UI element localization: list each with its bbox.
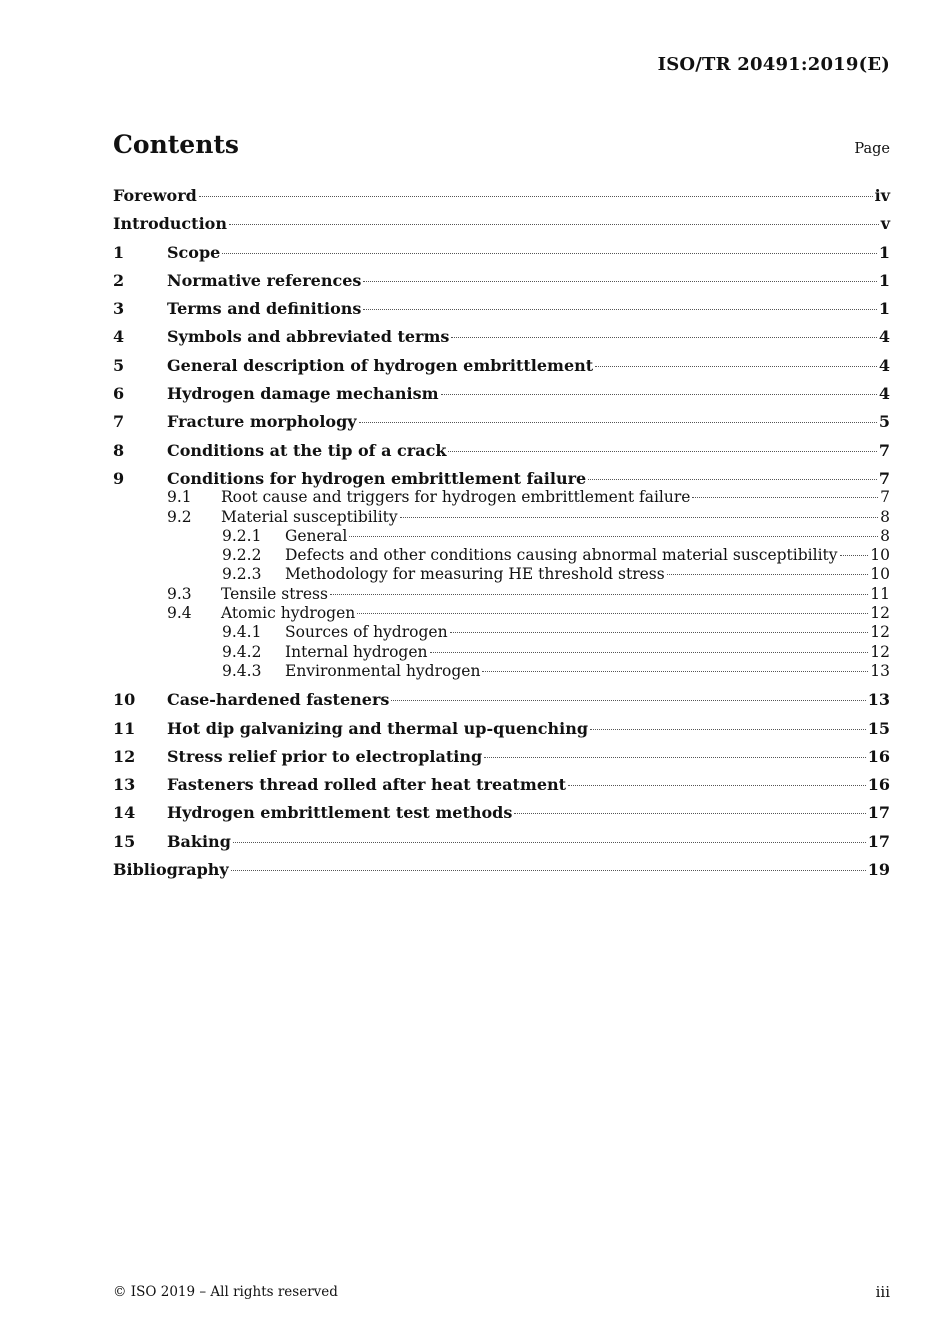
toc-entry[interactable] <box>113 469 890 488</box>
toc-entry-title: Conditions for hydrogen embrittlement failure <box>167 468 587 488</box>
toc-dot-leader <box>450 632 869 633</box>
toc-entry-number: 9.4.1 <box>222 623 262 642</box>
toc-entry[interactable] <box>113 271 890 290</box>
toc-entry[interactable] <box>113 775 890 794</box>
toc-entry-page: 19 <box>867 860 890 880</box>
toc-dot-leader <box>233 842 866 843</box>
page-column-label: Page <box>854 141 890 157</box>
toc-entry[interactable] <box>113 623 890 642</box>
toc-entry[interactable] <box>113 356 890 375</box>
toc-entry[interactable] <box>113 803 890 822</box>
toc-entry-number: 10 <box>113 690 136 710</box>
toc-dot-leader <box>667 574 869 575</box>
toc-dot-leader <box>482 671 868 672</box>
toc-entry-page: 1 <box>878 270 890 290</box>
page-number: iii <box>875 1283 890 1301</box>
toc-dot-leader <box>448 451 876 452</box>
toc-entry-title: Scope <box>167 242 221 262</box>
toc-entry[interactable] <box>113 243 890 262</box>
toc-entry-page: 12 <box>870 604 890 623</box>
toc-entry-title: Root cause and triggers for hydrogen embrittlement failure <box>221 488 691 507</box>
toc-dot-leader <box>359 422 877 423</box>
toc-entry-title: Material susceptibility <box>221 507 398 526</box>
toc-dot-leader <box>222 253 877 254</box>
toc-dot-leader <box>484 757 866 758</box>
toc-entry-number: 1 <box>113 242 125 262</box>
toc-dot-leader <box>357 613 868 614</box>
toc-entry-title: Methodology for measuring HE threshold stress <box>285 565 665 584</box>
toc-entry-page: 1 <box>878 299 890 319</box>
toc-entry-number: 5 <box>113 355 125 375</box>
toc-dot-leader <box>514 813 865 814</box>
toc-dot-leader <box>595 366 877 367</box>
toc-dot-leader <box>568 785 866 786</box>
toc-entry-title: Foreword <box>113 186 197 205</box>
toc-dot-leader <box>231 870 866 871</box>
toc-dot-leader <box>840 555 869 556</box>
toc-entry-number: 9.1 <box>167 488 192 507</box>
toc-entry-page: 12 <box>870 642 890 661</box>
toc-entry-number: 9.4 <box>167 604 192 623</box>
toc-entry-page: 7 <box>878 440 890 460</box>
toc-entry-page: 4 <box>878 384 890 404</box>
toc-entry[interactable] <box>113 747 890 766</box>
toc-entry-title: Internal hydrogen <box>285 642 428 661</box>
toc-entry[interactable] <box>113 585 890 604</box>
toc-entry-title: Sources of hydrogen <box>285 623 448 642</box>
copyright-notice: © ISO 2019 – All rights reserved <box>113 1284 338 1300</box>
toc-entry-number: 4 <box>113 327 125 347</box>
toc-entry-page: 8 <box>880 507 890 526</box>
toc-entry[interactable] <box>113 690 890 709</box>
toc-entry[interactable] <box>113 546 890 565</box>
toc-entry[interactable] <box>113 214 890 233</box>
toc-entry-page: 4 <box>878 327 890 347</box>
toc-entry[interactable] <box>113 186 890 205</box>
toc-entry-number: 2 <box>113 270 125 290</box>
toc-entry-title: Fasteners thread rolled after heat treatment <box>167 775 567 795</box>
toc-entry-title: Terms and definitions <box>167 299 362 319</box>
toc-entry-page: 10 <box>870 565 890 584</box>
toc-dot-leader <box>199 196 873 197</box>
toc-entry-page: 15 <box>867 718 890 738</box>
toc-entry[interactable] <box>113 565 890 584</box>
toc-dot-leader <box>229 224 879 225</box>
toc-entry-page: iv <box>874 186 890 205</box>
toc-dot-leader <box>330 594 868 595</box>
toc-entry-number: 9.2 <box>167 507 192 526</box>
toc-entry-page: 12 <box>870 623 890 642</box>
toc-entry[interactable] <box>113 527 890 546</box>
toc-entry-page: 17 <box>867 831 890 851</box>
toc-entry-number: 11 <box>113 718 136 738</box>
toc-entry-number: 9.4.3 <box>222 661 262 680</box>
toc-entry-title: Introduction <box>113 214 227 234</box>
toc-entry-number: 3 <box>113 299 125 319</box>
toc-entry-number: 9.4.2 <box>222 642 262 661</box>
toc-entry-number: 12 <box>113 746 136 766</box>
toc-entry[interactable] <box>113 488 890 507</box>
toc-entry[interactable] <box>113 662 890 681</box>
toc-entry-page: 16 <box>867 775 890 795</box>
toc-dot-leader <box>391 700 865 701</box>
toc-entry-title: Tensile stress <box>221 584 328 603</box>
toc-entry-number: 9.3 <box>167 584 192 603</box>
toc-entry-title: Baking <box>167 831 231 851</box>
toc-entry-page: v <box>880 214 890 234</box>
toc-entry[interactable] <box>113 719 890 738</box>
toc-entry-title: Hydrogen damage mechanism <box>167 384 439 404</box>
toc-entry-page: 10 <box>870 546 890 565</box>
toc-entry-number: 6 <box>113 384 125 404</box>
toc-entry-number: 9.2.3 <box>222 565 262 584</box>
toc-entry-page: 7 <box>878 468 890 488</box>
toc-entry-number: 14 <box>113 803 136 823</box>
toc-dot-leader <box>400 517 878 518</box>
toc-entry-title: Conditions at the tip of a crack <box>167 440 447 460</box>
toc-dot-leader <box>363 281 876 282</box>
toc-entry-page: 13 <box>867 690 890 710</box>
toc-entry[interactable] <box>113 860 890 879</box>
toc-entry[interactable] <box>113 299 890 318</box>
toc-entry-page: 1 <box>878 242 890 262</box>
toc-dot-leader <box>590 729 866 730</box>
toc-entry[interactable] <box>113 604 890 623</box>
toc-dot-leader <box>430 652 869 653</box>
toc-entry-title: Stress relief prior to electroplating <box>167 746 483 766</box>
toc-entry[interactable] <box>113 327 890 346</box>
toc-entry-number: 9.2.1 <box>222 526 262 545</box>
toc-entry-title: Normative references <box>167 270 362 290</box>
toc-entry[interactable] <box>113 643 890 662</box>
toc-entry-page: 16 <box>867 746 890 766</box>
toc-entry-title: Environmental hydrogen <box>285 661 481 680</box>
toc-entry-page: 5 <box>878 412 890 432</box>
toc-entry-page: 4 <box>878 355 890 375</box>
toc-dot-leader <box>349 536 878 537</box>
toc-dot-leader <box>363 309 876 310</box>
toc-entry-number: 8 <box>113 440 125 460</box>
toc-entry-title: Symbols and abbreviated terms <box>167 327 450 347</box>
toc-entry-page: 7 <box>880 488 890 507</box>
toc-entry[interactable] <box>113 412 890 431</box>
toc-entry-title: General description of hydrogen embrittlement <box>167 355 594 375</box>
toc-entry-title: Hydrogen embrittlement test methods <box>167 803 513 823</box>
toc-dot-leader <box>441 394 877 395</box>
toc-entry-title: Fracture morphology <box>167 412 357 432</box>
table-of-contents <box>113 186 890 879</box>
toc-entry-number: 15 <box>113 831 136 851</box>
toc-dot-leader <box>588 479 877 480</box>
toc-entry-title: General <box>285 526 348 545</box>
toc-entry-page: 11 <box>870 584 890 603</box>
contents-heading: Contents <box>113 130 240 159</box>
toc-entry-page: 17 <box>867 803 890 823</box>
toc-entry-page: 8 <box>880 526 890 545</box>
toc-entry-number: 7 <box>113 412 125 432</box>
toc-entry-number: 13 <box>113 775 136 795</box>
toc-dot-leader <box>451 337 876 338</box>
toc-entry-number: 9.2.2 <box>222 546 262 565</box>
toc-entry[interactable] <box>113 832 890 851</box>
document-identifier: ISO/TR 20491:2019(E) <box>657 54 890 75</box>
toc-entry-number: 9 <box>113 468 125 488</box>
toc-entry-title: Hot dip galvanizing and thermal up-quenching <box>167 718 589 738</box>
toc-entry-page: 13 <box>870 661 890 680</box>
toc-dot-leader <box>692 497 878 498</box>
toc-entry[interactable] <box>113 441 890 460</box>
toc-entry-title: Bibliography <box>113 860 229 880</box>
toc-entry[interactable] <box>113 508 890 527</box>
toc-entry-title: Atomic hydrogen <box>221 604 356 623</box>
toc-entry-title: Defects and other conditions causing abnormal material susceptibility <box>285 546 838 565</box>
toc-entry[interactable] <box>113 384 890 403</box>
toc-entry-title: Case-hardened fasteners <box>167 690 390 710</box>
